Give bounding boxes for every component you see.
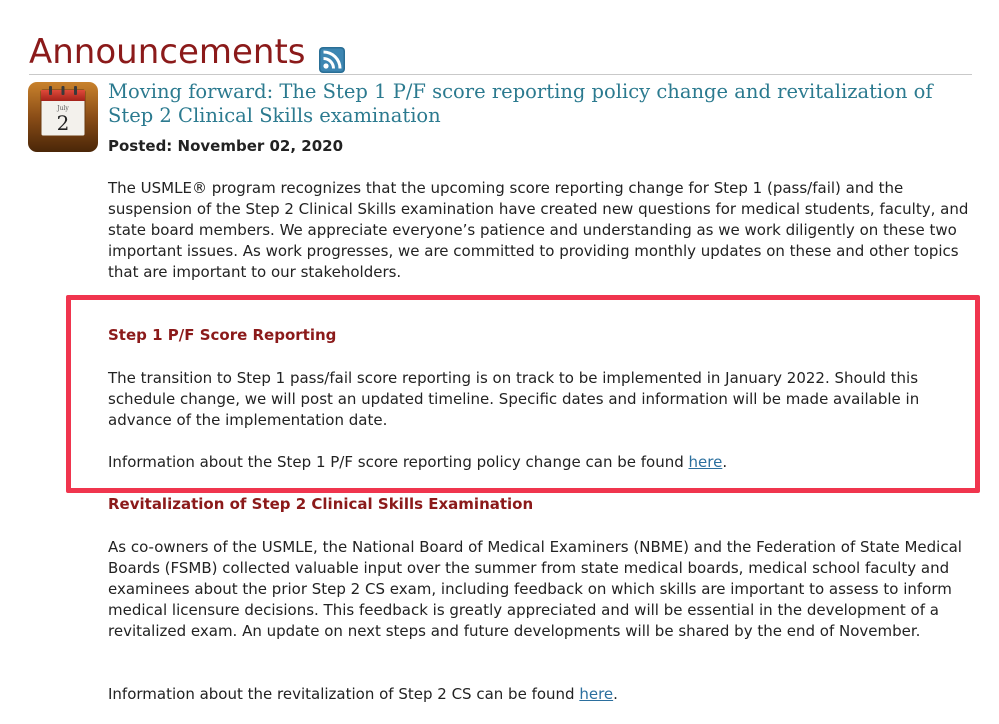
info-text: Information about the Step 1 P/F score reporting policy change can be found xyxy=(108,453,689,471)
info-text: Information about the revitalization of Step 2 CS can be found xyxy=(108,685,580,703)
info-suffix: . xyxy=(613,685,618,703)
page-title xyxy=(29,30,345,74)
section-body-step1: The transition to Step 1 pass/fail score reporting is on track to be implemented in January 2022. Should this schedule change, we will post an updated timeline. Specific dates and information will be made available in advance of the implementation date. xyxy=(108,369,920,429)
section-heading-step1: Step 1 P/F Score Reporting xyxy=(108,326,337,344)
info-suffix: . xyxy=(722,453,728,471)
section-info-step2 xyxy=(108,684,968,705)
section-body-step2: As co-owners of the USMLE, the National Board of Medical Examiners (NBME) and the Federation of State Medical Boards (FSMB) collected valuable input over the summer from state medical boards, medical school faculty and examinees about the prior Step 2 CS exam, including feedback on which skills are important to assess to inform medical licensure decisions. This feedback is greatly appreciated and will be essential in the development of a revitalized exam. An update on next steps and future developments will be shared by the end of November. xyxy=(108,538,962,640)
intro-paragraph: The USMLE® program recognizes that the upcoming score reporting change for Step 1 (pass/fail) and the suspension of the Step 2 Clinical Skills examination have created new questions for medical students, faculty, and state board members. We appreciate everyone’s patience and understanding as we work diligently on these two important issues. As work progresses, we are committed to providing monthly updates on these and other topics that are important to our stakeholders. xyxy=(108,179,969,281)
section-heading-step2: Revitalization of Step 2 Clinical Skills Examination xyxy=(108,495,534,513)
calendar-month: July xyxy=(57,105,69,112)
step2-here-link[interactable]: here xyxy=(579,685,614,703)
calendar-icon xyxy=(28,82,98,152)
section-info-step1 xyxy=(108,452,968,473)
calendar-day: 2 xyxy=(56,111,70,135)
rss-feed-icon[interactable] xyxy=(319,40,345,66)
step1-here-link[interactable]: here xyxy=(688,453,723,471)
page-title-text: Announcements xyxy=(29,32,306,72)
article-title-link[interactable]: Moving forward: The Step 1 P/F score reporting policy change and revitalization of Step 2 Clinical Skills examination xyxy=(108,80,933,127)
posted-date: Posted: November 02, 2020 xyxy=(108,137,344,155)
heading-divider xyxy=(29,74,972,75)
